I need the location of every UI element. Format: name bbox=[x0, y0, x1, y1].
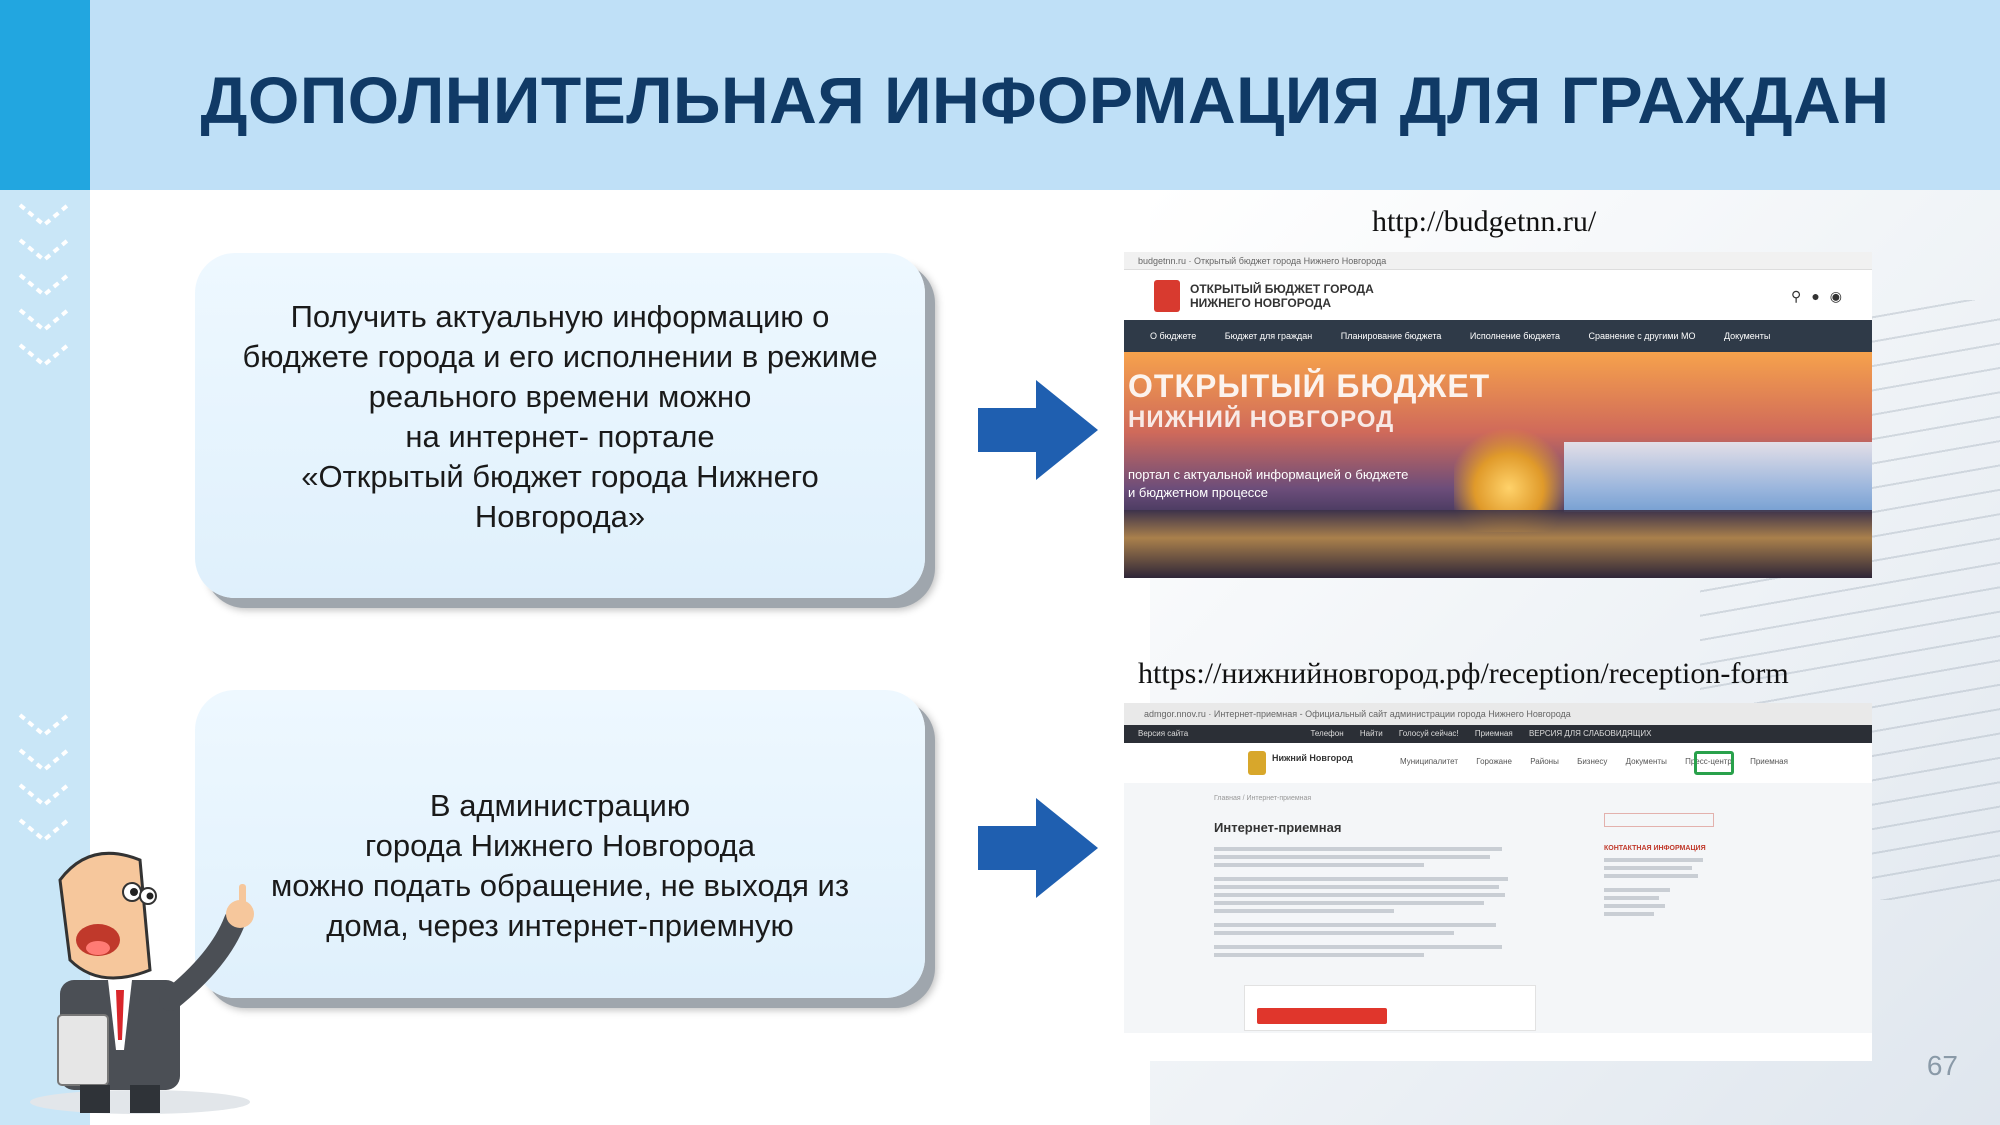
left-accent-block bbox=[0, 0, 90, 190]
hero-title-line2: НИЖНИЙ НОВГОРОД bbox=[1128, 406, 1395, 433]
budget-portal-link[interactable]: http://budgetnn.ru/ bbox=[1372, 205, 1597, 238]
top-bar-item: Найти bbox=[1359, 729, 1383, 738]
portal-nav-item: Исполнение бюджета bbox=[1469, 331, 1560, 341]
cartoon-man-pointing-icon bbox=[20, 840, 260, 1125]
portal-nav-item: Сравнение с другими МО bbox=[1588, 331, 1696, 341]
text-line bbox=[1604, 888, 1670, 892]
text-line bbox=[1214, 885, 1499, 889]
reception-form-box bbox=[1244, 985, 1536, 1031]
reception-highlight-box bbox=[1694, 751, 1734, 775]
text-line bbox=[1214, 909, 1394, 913]
site-menu bbox=[1124, 743, 1872, 784]
portal-hero-image bbox=[1124, 352, 1872, 578]
site-city-name: Нижний Новгород bbox=[1272, 753, 1353, 763]
text-line bbox=[1604, 912, 1654, 916]
card2-line: дома, через интернет-приемную bbox=[326, 908, 794, 943]
card2-line: В администрацию bbox=[429, 788, 691, 823]
portal-header-icons bbox=[1791, 288, 1852, 305]
text-line bbox=[1604, 858, 1703, 862]
reception-form-link[interactable]: https://нижнийновгород.рф/reception/reception-form bbox=[1138, 657, 1789, 690]
text-line bbox=[1604, 866, 1692, 870]
sidebar-title: КОНТАКТНАЯ ИНФОРМАЦИЯ bbox=[1604, 845, 1706, 852]
top-bar-item: Телефон bbox=[1310, 729, 1344, 738]
card1-line: бюджете города и его исполнении в режиме bbox=[242, 339, 878, 374]
gosuslugi-login-button[interactable] bbox=[1257, 1008, 1387, 1024]
info-card-reception-text bbox=[215, 786, 905, 946]
portal-brand-line1: ОТКРЫТЫЙ БЮДЖЕТ ГОРОДА bbox=[1190, 282, 1374, 296]
text-line bbox=[1214, 923, 1496, 927]
hero-subtitle bbox=[1128, 466, 1408, 502]
river-reflection bbox=[1124, 510, 1872, 578]
page-title: ДОПОЛНИТЕЛЬНАЯ ИНФОРМАЦИЯ ДЛЯ ГРАЖДАН bbox=[200, 63, 1890, 137]
share-icon: ● bbox=[1811, 288, 1830, 304]
chevron-decor-icon bbox=[14, 195, 74, 395]
card1-line: «Открытый бюджет города Нижнего bbox=[301, 459, 819, 494]
page-number: 67 bbox=[1926, 1050, 1958, 1081]
menu-item: Горожане bbox=[1476, 757, 1512, 766]
top-bar-item: Приемная bbox=[1474, 729, 1513, 738]
hero-title-line1: ОТКРЫТЫЙ БЮДЖЕТ bbox=[1128, 368, 1491, 404]
card1-line: Новгорода» bbox=[474, 499, 646, 534]
card2-line: можно подать обращение, не выходя из bbox=[270, 868, 850, 903]
card1-line: на интернет- портале bbox=[405, 419, 715, 454]
arrow-right-icon-2 bbox=[978, 798, 1098, 898]
info-card-budget bbox=[195, 253, 925, 598]
menu-item: Приемная bbox=[1750, 757, 1788, 766]
text-line bbox=[1214, 901, 1484, 905]
city-crest-icon-2 bbox=[1248, 751, 1266, 775]
card1-line: реального времени можно bbox=[368, 379, 752, 414]
menu-item: Бизнесу bbox=[1577, 757, 1608, 766]
text-line bbox=[1214, 855, 1490, 859]
browser-address-bar-2: admgor.nnov.ru · Интернет-приемная - Официальный сайт администрации города Нижнего Новгорода bbox=[1124, 703, 1872, 725]
portal-brand-line2: НИЖНЕГО НОВГОРОДА bbox=[1190, 296, 1331, 310]
budget-portal-screenshot bbox=[1124, 252, 1872, 578]
info-card-reception bbox=[195, 690, 925, 998]
card2-line: города Нижнего Новгорода bbox=[365, 828, 755, 863]
hero-subtitle-line1: портал с актуальной информацией о бюджете bbox=[1128, 467, 1409, 482]
portal-nav-item: Документы bbox=[1723, 331, 1771, 341]
site-top-bar bbox=[1124, 725, 1872, 743]
breadcrumb: Главная / Интернет-приемная bbox=[1214, 795, 1312, 802]
top-bar-item: Версия сайта bbox=[1138, 729, 1189, 738]
top-bar-item: Голосуй сейчас! bbox=[1398, 729, 1459, 738]
menu-item: Муниципалитет bbox=[1400, 757, 1459, 766]
portal-nav-item: Планирование бюджета bbox=[1340, 331, 1442, 341]
accessibility-icon: ◉ bbox=[1829, 288, 1852, 304]
browser-address-bar: budgetnn.ru · Открытый бюджет города Нижнего Новгорода bbox=[1124, 252, 1872, 270]
text-line bbox=[1214, 847, 1502, 851]
city-crest-icon bbox=[1154, 280, 1180, 312]
sidebar-box bbox=[1604, 813, 1714, 827]
top-bar-item: ВЕРСИЯ ДЛЯ СЛАБОВИДЯЩИХ bbox=[1528, 729, 1652, 738]
portal-nav bbox=[1124, 320, 1872, 352]
text-line bbox=[1214, 863, 1424, 867]
search-icon: ⚲ bbox=[1791, 288, 1812, 304]
menu-item: Документы bbox=[1625, 757, 1667, 766]
menu-item: Пресс-центр bbox=[1685, 757, 1732, 766]
portal-nav-item: О бюджете bbox=[1150, 331, 1197, 341]
text-line bbox=[1214, 945, 1502, 949]
text-line bbox=[1604, 896, 1659, 900]
text-line bbox=[1214, 877, 1508, 881]
portal-header bbox=[1124, 270, 1872, 320]
reception-heading: Интернет-приемная bbox=[1214, 820, 1342, 835]
text-line bbox=[1214, 953, 1424, 957]
text-line bbox=[1214, 931, 1454, 935]
contact-sidebar bbox=[1604, 813, 1714, 920]
text-line bbox=[1604, 874, 1698, 878]
portal-brand bbox=[1190, 282, 1374, 310]
reception-content bbox=[1214, 795, 1514, 961]
arrow-right-icon bbox=[978, 380, 1098, 480]
menu-item: Районы bbox=[1530, 757, 1559, 766]
hero-subtitle-line2: и бюджетном процессе bbox=[1128, 485, 1269, 500]
portal-nav-item: Бюджет для граждан bbox=[1224, 331, 1313, 341]
reception-screenshot bbox=[1124, 703, 1872, 1061]
stadium-image bbox=[1564, 442, 1872, 512]
site-body bbox=[1124, 783, 1872, 1033]
text-line bbox=[1214, 893, 1505, 897]
site-menu-links bbox=[1400, 757, 1804, 766]
text-line bbox=[1604, 904, 1665, 908]
card1-line: Получить актуальную информацию о bbox=[290, 299, 830, 334]
info-card-budget-text bbox=[215, 297, 905, 537]
